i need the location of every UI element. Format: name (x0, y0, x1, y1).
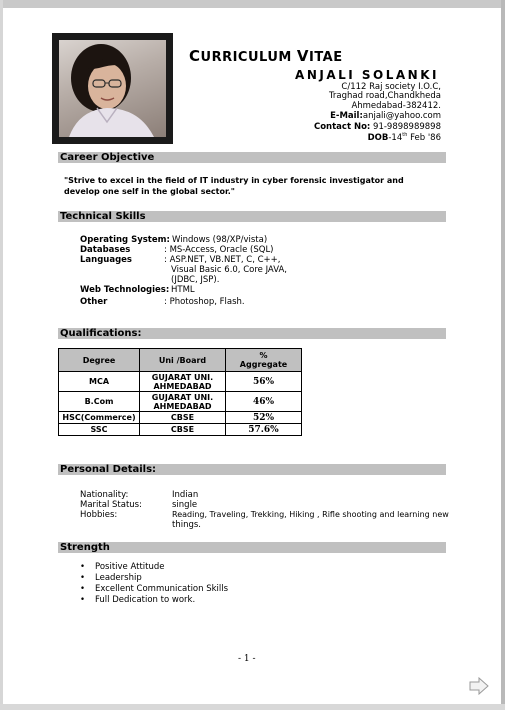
document-title: CURRICULUM VITAE (189, 47, 343, 65)
right-arrow-icon[interactable] (469, 677, 489, 695)
table-header-row (59, 349, 302, 372)
page-left-edge (0, 0, 3, 710)
skill-label-web: Web Technologies: (80, 285, 170, 295)
board-cell: CBSE (140, 424, 226, 436)
aggregate-cell: 52% (226, 412, 302, 424)
email-value: anjali@yahoo.com (362, 111, 441, 121)
board-cell: CBSE (140, 412, 226, 424)
table-row (59, 412, 302, 424)
table-row (59, 424, 302, 436)
hobbies-label: Hobbies: (80, 510, 118, 520)
list-item: • Leadership (80, 573, 142, 583)
skill-value-other: : Photoshop, Flash. (164, 297, 245, 307)
personal-details-heading: Personal Details: (58, 464, 446, 475)
page-number: - 1 - (238, 654, 256, 664)
column-header-board: Uni /Board (140, 349, 226, 372)
strength-list (80, 562, 228, 606)
address-line-1: C/112 Raj society I.O.C, (341, 82, 441, 92)
list-item: • Full Dedication to work. (80, 595, 196, 605)
degree-cell: HSC(Commerce) (59, 412, 140, 424)
aggregate-cell: 56% (226, 372, 302, 392)
qualifications-heading: Qualifications: (58, 328, 446, 339)
marital-status-value: single (172, 500, 198, 510)
skill-value-web: HTML (171, 285, 195, 295)
bullet-icon: • (80, 562, 86, 572)
page-right-edge (501, 0, 505, 710)
contact-line: Contact No: 91-9898989898 (313, 122, 441, 132)
aggregate-cell: 46% (226, 392, 302, 412)
candidate-name: ANJALI SOLANKI (295, 68, 439, 82)
skill-value-languages-1: : ASP.NET, VB.NET, C, C++, (164, 255, 281, 265)
marital-status-label: Marital Status: (80, 500, 142, 510)
board-cell: GUJARAT UNI. AHMEDABAD (140, 372, 226, 392)
bullet-icon: • (80, 595, 86, 605)
degree-cell: B.Com (59, 392, 140, 412)
table-row (59, 372, 302, 392)
career-objective-heading: Career Objective (58, 152, 446, 163)
skill-label-os: Operating System: (80, 235, 170, 245)
skill-value-languages-3: (JDBC, JSP). (171, 275, 220, 285)
hobbies-value-line-1: Reading, Traveling, Trekking, Hiking , Rifle shooting and learning new (172, 510, 449, 519)
profile-photo-frame (52, 33, 173, 144)
skill-value-languages-2: Visual Basic 6.0, Core JAVA, (171, 265, 287, 275)
skill-value-os: Windows (98/XP/vista) (172, 235, 268, 245)
address-line-3: Ahmedabad-382412. (351, 101, 441, 111)
address-line-2: Traghad road,Chandkheda (328, 91, 441, 101)
degree-cell: MCA (59, 372, 140, 392)
email-line: E-Mail:anjali@yahoo.com (330, 111, 441, 121)
page-bottom-edge (0, 704, 505, 710)
skill-label-databases: Databases (80, 245, 131, 255)
nationality-value: Indian (172, 490, 199, 500)
degree-cell: SSC (59, 424, 140, 436)
skill-label-other: Other (80, 297, 108, 307)
contact-value: 91-9898989898 (373, 122, 441, 132)
strength-heading: Strength (58, 542, 446, 553)
qualifications-table (58, 348, 302, 436)
career-objective-text: "Strive to excel in the field of IT industry in cyber forensic investigator and develop one self in the global sector." (64, 176, 404, 196)
nationality-label: Nationality: (80, 490, 129, 500)
page-top-edge (0, 0, 505, 8)
dob-line: DOB-14th Feb '86 (367, 132, 441, 143)
technical-skills-heading: Technical Skills (58, 211, 446, 222)
column-header-degree: Degree (59, 349, 140, 372)
skill-label-languages: Languages (80, 255, 132, 265)
aggregate-cell: 57.6% (226, 424, 302, 436)
profile-photo (59, 40, 166, 137)
bullet-icon: • (80, 584, 86, 594)
list-item: • Positive Attitude (80, 562, 165, 572)
list-item: • Excellent Communication Skills (80, 584, 229, 594)
skill-value-databases: : MS-Access, Oracle (SQL) (164, 245, 274, 255)
table-row (59, 392, 302, 412)
hobbies-value-line-2: things. (172, 520, 201, 530)
column-header-aggregate: % Aggregate (226, 349, 302, 372)
board-cell: GUJARAT UNI. AHMEDABAD (140, 392, 226, 412)
bullet-icon: • (80, 573, 86, 583)
